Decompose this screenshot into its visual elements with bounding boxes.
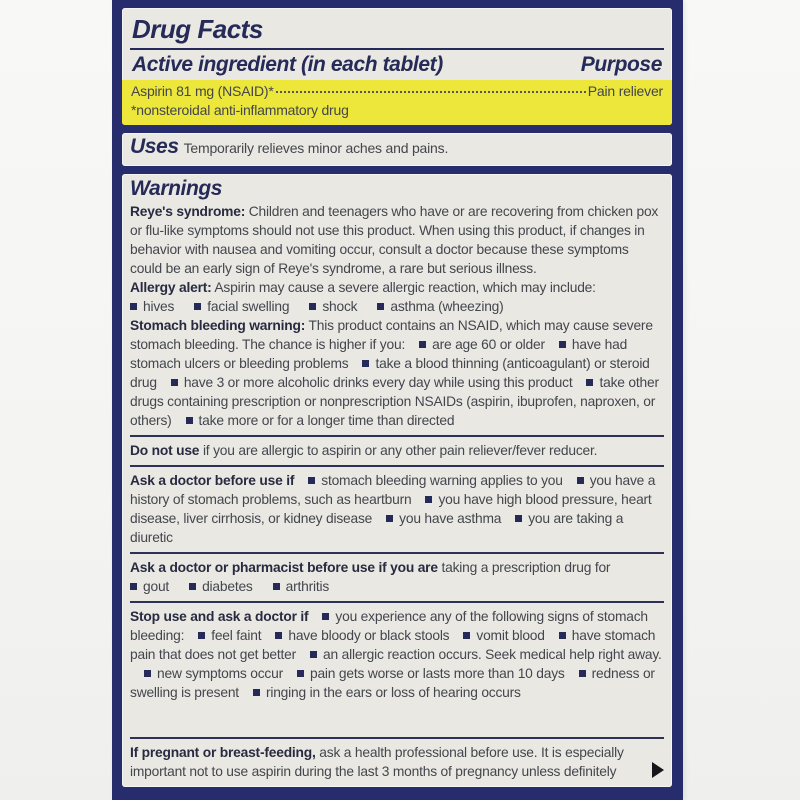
bullet-icon bbox=[186, 417, 193, 424]
warning-item: redness or swelling is present bbox=[130, 665, 655, 700]
bullet-icon bbox=[144, 670, 151, 677]
warning-item: asthma (wheezing) bbox=[390, 298, 504, 314]
do-not-use-paragraph bbox=[130, 441, 664, 460]
dotted-leader bbox=[276, 91, 586, 93]
highlighted-ingredient-block bbox=[122, 80, 672, 125]
bullet-icon bbox=[194, 303, 201, 310]
bullet-icon bbox=[310, 651, 317, 658]
stomach-bleeding-paragraph bbox=[130, 316, 664, 430]
bullet-icon bbox=[515, 515, 522, 522]
pregnant-text: ask a health professional before use. It is especially important not to use aspirin during the last 3 months of pregnancy unless definitely bbox=[130, 745, 624, 779]
pregnant-lead: If pregnant or breast-feeding, bbox=[130, 745, 316, 760]
warning-item: take a blood thinning (anticoagulant) or steroid drug bbox=[130, 355, 650, 390]
bullet-icon bbox=[377, 303, 384, 310]
warning-item: stomach bleeding warning applies to you bbox=[321, 472, 563, 488]
bullet-icon bbox=[198, 632, 205, 639]
bullet-icon bbox=[579, 670, 586, 677]
stomach-lead: Stomach bleeding warning: bbox=[130, 317, 306, 333]
bullet-icon bbox=[297, 670, 304, 677]
ask-pharmacist-lead: Ask a doctor or pharmacist before use if you are bbox=[130, 559, 438, 575]
pregnant-section bbox=[130, 725, 664, 781]
warning-item: you have high blood pressure, heart disease, liver cirrhosis, or kidney disease bbox=[130, 491, 652, 526]
reyes-lead: Reye's syndrome: bbox=[130, 203, 246, 219]
bullet-icon bbox=[463, 632, 470, 639]
ingredient-row bbox=[131, 82, 663, 101]
warning-item: are age 60 or older bbox=[432, 336, 545, 352]
do-not-use-text: if you are allergic to aspirin or any other pain reliever/fever reducer. bbox=[202, 442, 598, 458]
purpose-value: Pain reliever bbox=[587, 82, 663, 99]
ask-doctor-lead: Ask a doctor before use if bbox=[130, 472, 295, 488]
uses-text: Temporarily relieves minor aches and pains. bbox=[183, 139, 449, 156]
stop-use-lead: Stop use and ask a doctor if bbox=[130, 608, 309, 624]
warning-item: shock bbox=[322, 298, 358, 314]
bullet-icon bbox=[308, 477, 315, 484]
bullet-icon bbox=[419, 341, 426, 348]
warning-item: ringing in the ears or loss of hearing occurs bbox=[265, 684, 521, 700]
section-divider bbox=[130, 465, 664, 467]
continue-arrow-icon bbox=[652, 762, 664, 778]
ask-pharmacist-text: taking a prescription drug for bbox=[441, 559, 611, 575]
ask-pharmacist-paragraph bbox=[130, 558, 664, 577]
ask-pharmacist-items-row bbox=[130, 577, 664, 596]
title-rule bbox=[130, 48, 664, 50]
warning-item: an allergic reaction occurs. Seek medical help right away. bbox=[323, 646, 662, 662]
ingredient-name: Aspirin 81 mg (NSAID)* bbox=[131, 82, 274, 99]
bullet-icon bbox=[577, 477, 584, 484]
active-ingredient-header-row bbox=[132, 53, 662, 76]
ask-doctor-paragraph bbox=[130, 471, 664, 547]
stomach-text: This product contains an NSAID, which may cause severe stomach bleeding. The chance is higher if you: bbox=[130, 317, 653, 352]
warning-item: you are taking a diuretic bbox=[130, 510, 624, 545]
reyes-syndrome-paragraph bbox=[130, 202, 664, 278]
drug-facts-title: Drug Facts bbox=[132, 14, 263, 44]
allergy-text: Aspirin may cause a severe allergic reaction, which may include: bbox=[214, 279, 596, 295]
bullet-icon bbox=[322, 613, 329, 620]
do-not-use-lead: Do not use bbox=[130, 442, 200, 458]
bullet-icon bbox=[559, 632, 566, 639]
warning-item: you experience any of the following signs of stomach bleeding: bbox=[130, 608, 648, 643]
section-divider bbox=[130, 737, 664, 739]
stop-use-paragraph bbox=[130, 607, 664, 702]
bullet-icon bbox=[386, 515, 393, 522]
purpose-heading: Purpose bbox=[580, 52, 662, 76]
warning-item: take other drugs containing prescription or nonprescription NSAIDs (aspirin, ibuprofen, naproxen, or others) bbox=[130, 374, 659, 428]
bullet-icon bbox=[586, 379, 593, 386]
warning-item: feel faint bbox=[211, 627, 262, 643]
warning-item: hives bbox=[143, 298, 175, 314]
warning-item: have stomach pain that does not get better bbox=[130, 627, 656, 662]
active-ingredient-section bbox=[122, 8, 672, 125]
bullet-icon bbox=[559, 341, 566, 348]
bullet-icon bbox=[130, 303, 137, 310]
bullet-icon bbox=[189, 583, 196, 590]
warning-item: facial swelling bbox=[207, 298, 290, 314]
pregnant-paragraph bbox=[130, 743, 664, 781]
section-divider bbox=[130, 601, 664, 603]
warning-item: you have asthma bbox=[399, 510, 502, 526]
warning-item: new symptoms occur bbox=[157, 665, 283, 681]
warning-item: pain gets worse or lasts more than 10 days bbox=[309, 665, 565, 681]
ingredient-footnote: *nonsteroidal anti-inflammatory drug bbox=[131, 101, 349, 118]
bullet-icon bbox=[171, 379, 178, 386]
warning-item: gout bbox=[143, 578, 170, 594]
uses-heading: Uses bbox=[130, 134, 179, 158]
allergy-lead: Allergy alert: bbox=[130, 279, 212, 295]
bullet-icon bbox=[130, 583, 137, 590]
warnings-heading: Warnings bbox=[130, 176, 223, 200]
bullet-icon bbox=[253, 689, 260, 696]
active-ingredient-heading: Active ingredient (in each tablet) bbox=[132, 52, 443, 76]
reyes-text: Children and teenagers who have or are recovering from chicken pox or flu-like symptoms should not use this product. When using this product, if changes in behavior with nausea and vomiting occur, consult a doctor because these symptoms could be an early sign of Reye's syndrome, a rare but serious illness. bbox=[130, 203, 659, 276]
warning-item: you have a history of stomach problems, such as heartburn bbox=[130, 472, 656, 507]
warning-item: vomit blood bbox=[476, 627, 545, 643]
bullet-icon bbox=[275, 632, 282, 639]
allergy-items-row bbox=[130, 297, 664, 316]
warning-item: arthritis bbox=[285, 578, 330, 594]
bullet-icon bbox=[362, 360, 369, 367]
warning-item: take more or for a longer time than directed bbox=[198, 412, 455, 428]
warning-item: have bloody or black stools bbox=[288, 627, 450, 643]
warnings-section bbox=[122, 174, 672, 787]
warning-item: have had stomach ulcers or bleeding problems bbox=[130, 336, 628, 371]
warning-item: have 3 or more alcoholic drinks every day while using this product bbox=[183, 374, 573, 390]
section-divider bbox=[130, 552, 664, 554]
uses-section bbox=[122, 133, 672, 166]
drug-facts-panel bbox=[112, 0, 683, 800]
allergy-alert-paragraph bbox=[130, 278, 664, 297]
warning-item: diabetes bbox=[202, 578, 253, 594]
bullet-icon bbox=[425, 496, 432, 503]
bullet-icon bbox=[309, 303, 316, 310]
section-divider bbox=[130, 435, 664, 437]
bullet-icon bbox=[273, 583, 280, 590]
